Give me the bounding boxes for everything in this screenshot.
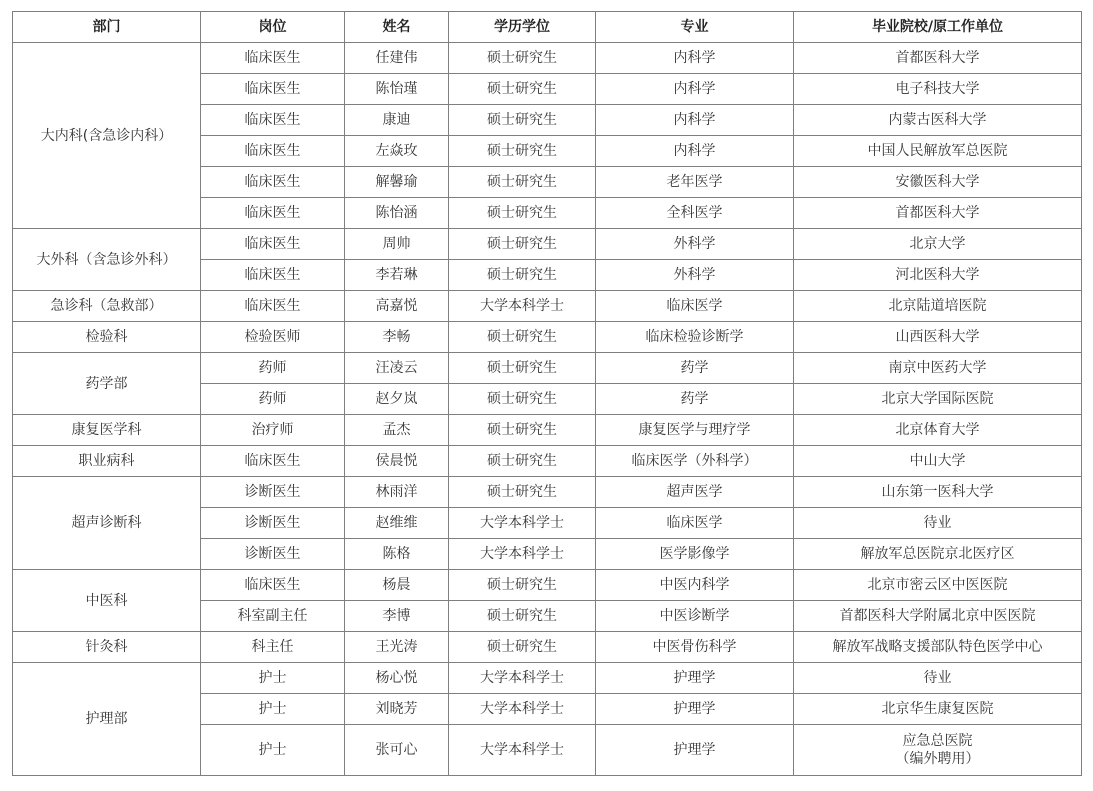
degree-cell: 硕士研究生 (449, 136, 596, 167)
table-row (13, 570, 1082, 601)
degree-cell: 大学本科学士 (449, 725, 596, 776)
major-cell: 内科学 (596, 74, 794, 105)
school-cell: 北京陆道培医院 (794, 291, 1082, 322)
table-row (13, 43, 1082, 74)
name-cell: 周帅 (345, 229, 449, 260)
degree-cell: 硕士研究生 (449, 415, 596, 446)
name-cell: 刘晓芳 (345, 694, 449, 725)
degree-cell: 硕士研究生 (449, 229, 596, 260)
school-cell: 南京中医药大学 (794, 353, 1082, 384)
school-cell: 内蒙古医科大学 (794, 105, 1082, 136)
major-cell: 内科学 (596, 43, 794, 74)
position-cell: 科室副主任 (201, 601, 345, 632)
position-cell: 护士 (201, 663, 345, 694)
name-cell: 陈怡瑾 (345, 74, 449, 105)
major-cell: 护理学 (596, 725, 794, 776)
degree-cell: 硕士研究生 (449, 74, 596, 105)
name-cell: 陈怡涵 (345, 198, 449, 229)
header-school: 毕业院校/原工作单位 (794, 12, 1082, 43)
name-cell: 任建伟 (345, 43, 449, 74)
department-cell: 康复医学科 (13, 415, 201, 446)
school-cell: 安徽医科大学 (794, 167, 1082, 198)
position-cell: 科主任 (201, 632, 345, 663)
school-line: （编外聘用） (895, 751, 980, 767)
name-cell: 林雨洋 (345, 477, 449, 508)
position-cell: 临床医生 (201, 446, 345, 477)
name-cell: 赵夕岚 (345, 384, 449, 415)
school-cell: 待业 (794, 663, 1082, 694)
major-cell: 医学影像学 (596, 539, 794, 570)
major-cell: 外科学 (596, 260, 794, 291)
position-cell: 临床医生 (201, 167, 345, 198)
school-cell: 待业 (794, 508, 1082, 539)
name-cell: 李博 (345, 601, 449, 632)
name-cell: 王光涛 (345, 632, 449, 663)
major-cell: 外科学 (596, 229, 794, 260)
major-cell: 内科学 (596, 105, 794, 136)
major-cell: 康复医学与理疗学 (596, 415, 794, 446)
table-row (13, 353, 1082, 384)
degree-cell: 硕士研究生 (449, 353, 596, 384)
major-cell: 药学 (596, 353, 794, 384)
major-cell: 超声医学 (596, 477, 794, 508)
degree-cell: 大学本科学士 (449, 694, 596, 725)
header-degree: 学历学位 (449, 12, 596, 43)
name-cell: 张可心 (345, 725, 449, 776)
name-cell: 康迪 (345, 105, 449, 136)
major-cell: 全科医学 (596, 198, 794, 229)
position-cell: 诊断医生 (201, 508, 345, 539)
position-cell: 护士 (201, 694, 345, 725)
major-cell: 药学 (596, 384, 794, 415)
school-cell: 北京大学国际医院 (794, 384, 1082, 415)
major-cell: 临床检验诊断学 (596, 322, 794, 353)
position-cell: 临床医生 (201, 291, 345, 322)
name-cell: 李若琳 (345, 260, 449, 291)
department-cell: 急诊科（急救部） (13, 291, 201, 322)
department-cell: 职业病科 (13, 446, 201, 477)
school-cell: 电子科技大学 (794, 74, 1082, 105)
position-cell: 临床医生 (201, 136, 345, 167)
school-cell: 北京大学 (794, 229, 1082, 260)
major-cell: 中医骨伤科学 (596, 632, 794, 663)
name-cell: 杨心悦 (345, 663, 449, 694)
degree-cell: 硕士研究生 (449, 477, 596, 508)
department-cell: 药学部 (13, 353, 201, 415)
degree-cell: 大学本科学士 (449, 663, 596, 694)
name-cell: 左焱玫 (345, 136, 449, 167)
degree-cell: 硕士研究生 (449, 43, 596, 74)
major-cell: 临床医学（外科学） (596, 446, 794, 477)
position-cell: 护士 (201, 725, 345, 776)
school-cell: 山东第一医科大学 (794, 477, 1082, 508)
major-cell: 临床医学 (596, 291, 794, 322)
table-body (13, 43, 1082, 776)
table-row (13, 632, 1082, 663)
major-cell: 中医诊断学 (596, 601, 794, 632)
school-cell: 首都医科大学 (794, 198, 1082, 229)
degree-cell: 大学本科学士 (449, 291, 596, 322)
degree-cell: 硕士研究生 (449, 384, 596, 415)
degree-cell: 硕士研究生 (449, 632, 596, 663)
degree-cell: 硕士研究生 (449, 167, 596, 198)
degree-cell: 硕士研究生 (449, 601, 596, 632)
school-cell: 解放军总医院京北医疗区 (794, 539, 1082, 570)
department-cell: 大外科（含急诊外科） (13, 229, 201, 291)
department-cell: 大内科(含急诊内科） (13, 43, 201, 229)
school-cell: 北京华生康复医院 (794, 694, 1082, 725)
school-cell: 山西医科大学 (794, 322, 1082, 353)
table-row (13, 663, 1082, 694)
school-cell: 首都医科大学 (794, 43, 1082, 74)
school-cell: 北京市密云区中医医院 (794, 570, 1082, 601)
table-row (13, 229, 1082, 260)
table-row (13, 415, 1082, 446)
major-cell: 内科学 (596, 136, 794, 167)
position-cell: 药师 (201, 353, 345, 384)
name-cell: 高嘉悦 (345, 291, 449, 322)
name-cell: 汪凌云 (345, 353, 449, 384)
school-cell: 北京体育大学 (794, 415, 1082, 446)
table-row (13, 477, 1082, 508)
table-row (13, 446, 1082, 477)
position-cell: 临床医生 (201, 74, 345, 105)
degree-cell: 硕士研究生 (449, 105, 596, 136)
position-cell: 诊断医生 (201, 477, 345, 508)
major-cell: 中医内科学 (596, 570, 794, 601)
school-cell: 首都医科大学附属北京中医医院 (794, 601, 1082, 632)
position-cell: 药师 (201, 384, 345, 415)
header-row (13, 12, 1082, 43)
department-cell: 检验科 (13, 322, 201, 353)
department-cell: 超声诊断科 (13, 477, 201, 570)
table-row (13, 291, 1082, 322)
position-cell: 临床医生 (201, 198, 345, 229)
name-cell: 杨晨 (345, 570, 449, 601)
name-cell: 孟杰 (345, 415, 449, 446)
degree-cell: 硕士研究生 (449, 260, 596, 291)
school-cell: 中国人民解放军总医院 (794, 136, 1082, 167)
position-cell: 临床医生 (201, 229, 345, 260)
position-cell: 治疗师 (201, 415, 345, 446)
major-cell: 临床医学 (596, 508, 794, 539)
department-cell: 中医科 (13, 570, 201, 632)
department-cell: 护理部 (13, 663, 201, 776)
school-cell: 解放军战略支援部队特色医学中心 (794, 632, 1082, 663)
table-row (13, 322, 1082, 353)
header-position: 岗位 (201, 12, 345, 43)
name-cell: 赵维维 (345, 508, 449, 539)
degree-cell: 硕士研究生 (449, 446, 596, 477)
name-cell: 侯晨悦 (345, 446, 449, 477)
major-cell: 护理学 (596, 694, 794, 725)
position-cell: 诊断医生 (201, 539, 345, 570)
name-cell: 李畅 (345, 322, 449, 353)
school-cell: 河北医科大学 (794, 260, 1082, 291)
position-cell: 临床医生 (201, 105, 345, 136)
degree-cell: 硕士研究生 (449, 570, 596, 601)
header-name: 姓名 (345, 12, 449, 43)
position-cell: 临床医生 (201, 43, 345, 74)
school-cell (794, 725, 1082, 776)
position-cell: 检验医师 (201, 322, 345, 353)
position-cell: 临床医生 (201, 260, 345, 291)
degree-cell: 硕士研究生 (449, 322, 596, 353)
school-line: 应急总医院 (902, 733, 973, 749)
degree-cell: 硕士研究生 (449, 198, 596, 229)
department-cell: 针灸科 (13, 632, 201, 663)
name-cell: 陈格 (345, 539, 449, 570)
school-cell: 中山大学 (794, 446, 1082, 477)
position-cell: 临床医生 (201, 570, 345, 601)
name-cell: 解馨瑜 (345, 167, 449, 198)
staff-table (12, 11, 1082, 776)
header-major: 专业 (596, 12, 794, 43)
degree-cell: 大学本科学士 (449, 508, 596, 539)
major-cell: 护理学 (596, 663, 794, 694)
degree-cell: 大学本科学士 (449, 539, 596, 570)
major-cell: 老年医学 (596, 167, 794, 198)
header-department: 部门 (13, 12, 201, 43)
